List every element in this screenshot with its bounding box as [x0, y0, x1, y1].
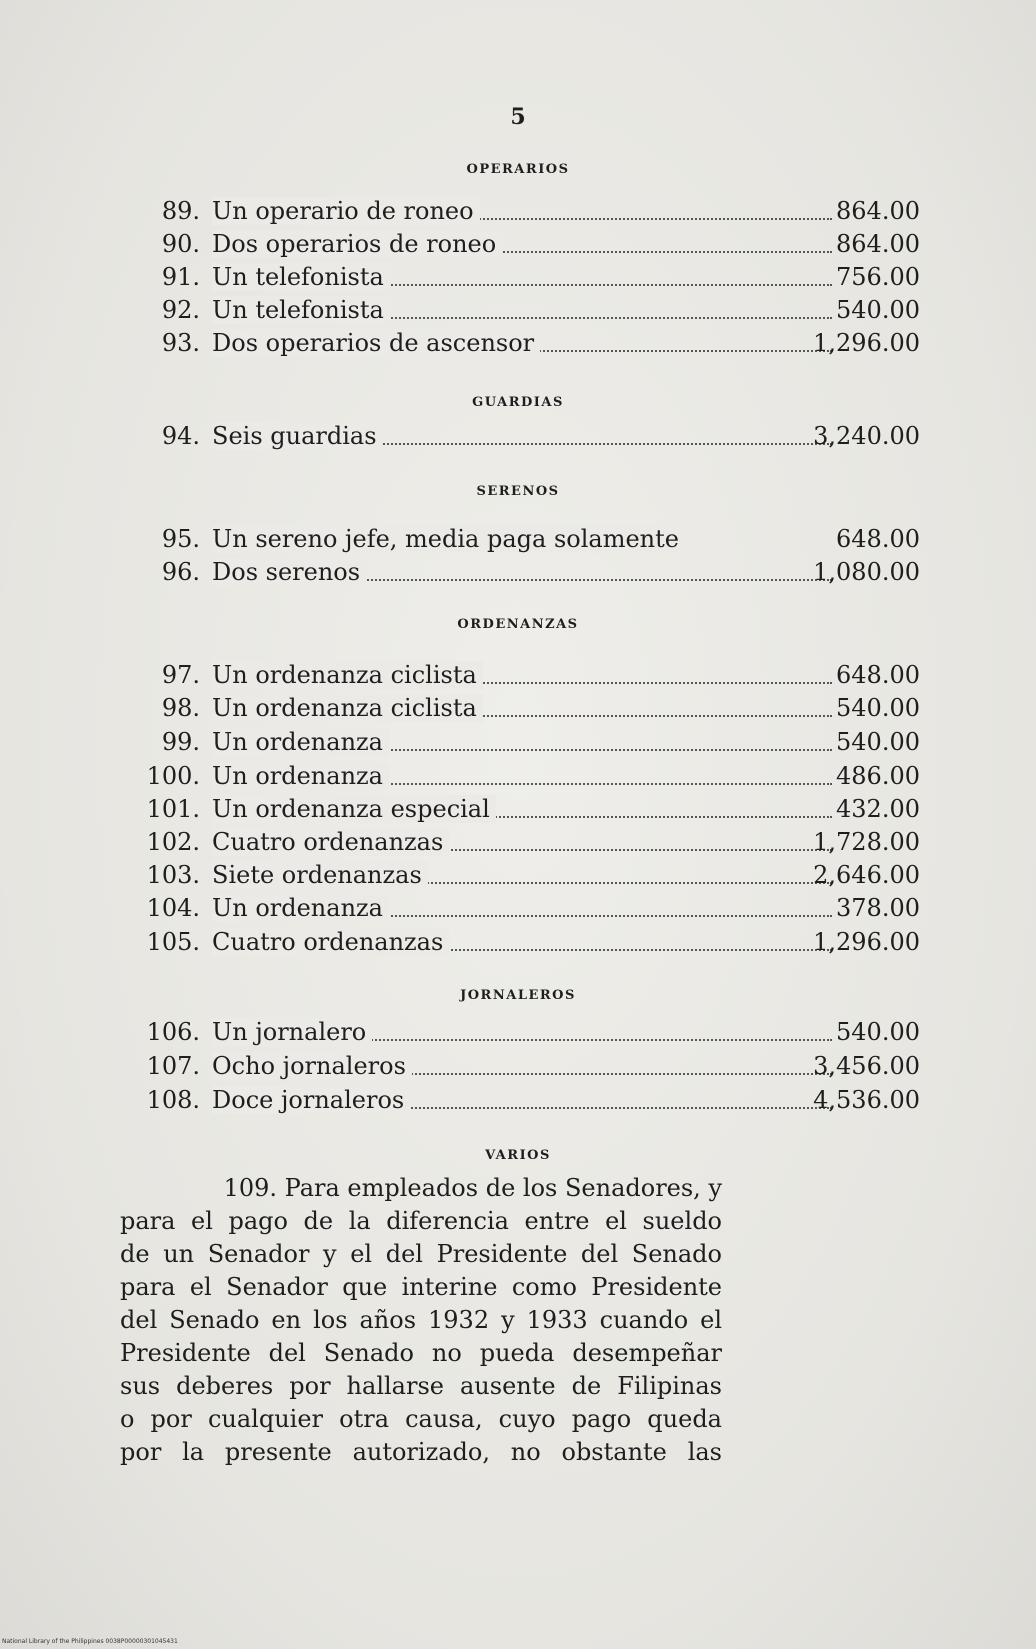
item-amount: 3,240.00: [813, 422, 920, 450]
list-item: [120, 826, 920, 858]
item-number: 100.: [146, 762, 200, 790]
section-heading-varios: VARIOS: [485, 1148, 551, 1163]
section-heading-serenos: SERENOS: [476, 484, 560, 499]
item-amount: 1,296.00: [813, 928, 920, 956]
item-label: Ocho jornaleros: [212, 1052, 412, 1080]
item-number: 98.: [161, 694, 200, 722]
item-number: 101.: [146, 795, 200, 823]
list-item: [120, 228, 920, 260]
item-amount: 540.00: [836, 296, 920, 324]
item-label: Dos operarios de roneo: [212, 230, 502, 258]
item-label: Cuatro ordenanzas: [212, 928, 449, 956]
item-amount: 432.00: [836, 795, 920, 823]
list-item: [120, 692, 920, 724]
item-number: 104.: [146, 894, 200, 922]
list-item: [120, 892, 920, 924]
item-amount: 486.00: [836, 762, 920, 790]
item-number: 108.: [146, 1086, 200, 1114]
paragraph-line: por la presente autorizado, no obstante las: [120, 1438, 722, 1466]
item-number: 93.: [161, 329, 200, 357]
item-amount: 540.00: [836, 694, 920, 722]
list-item: [120, 926, 920, 958]
item-label: Seis guardias: [212, 422, 383, 450]
item-amount: 1,296.00: [813, 329, 920, 357]
list-item: [120, 327, 920, 359]
item-number: 89.: [161, 197, 200, 225]
item-label: Un ordenanza ciclista: [212, 694, 483, 722]
item-label: Un operario de roneo: [212, 197, 480, 225]
item-label: Un ordenanza ciclista: [212, 661, 483, 689]
list-item: [120, 760, 920, 792]
item-number: 102.: [146, 828, 200, 856]
item-amount: 864.00: [836, 230, 920, 258]
item-label: Un ordenanza: [212, 894, 389, 922]
item-label: Un ordenanza: [212, 728, 389, 756]
item-number: 106.: [146, 1018, 200, 1046]
item-label: Cuatro ordenanzas: [212, 828, 449, 856]
item-amount: 2,646.00: [813, 861, 920, 889]
item-number: 96.: [161, 558, 200, 586]
item-label: Un ordenanza especial: [212, 795, 496, 823]
item-number: 91.: [161, 263, 200, 291]
item-amount: 540.00: [836, 728, 920, 756]
item-number: 97.: [161, 661, 200, 689]
list-item: [120, 420, 920, 452]
item-amount: 540.00: [836, 1018, 920, 1046]
list-item: [120, 726, 920, 758]
item-label: Un sereno jefe, media paga solamente: [212, 525, 685, 553]
paragraph-line: de un Senador y el del Presidente del Senado: [120, 1240, 722, 1268]
item-label: Un telefonista: [212, 263, 390, 291]
item-amount: 378.00: [836, 894, 920, 922]
item-label: Dos operarios de ascensor: [212, 329, 540, 357]
list-item: [120, 523, 920, 555]
list-item: [120, 294, 920, 326]
section-heading-operarios: OPERARIOS: [466, 162, 570, 177]
item-number: 94.: [161, 422, 200, 450]
item-number: 90.: [161, 230, 200, 258]
list-item: [120, 1016, 920, 1048]
list-item: [120, 556, 920, 588]
list-item: [120, 261, 920, 293]
body-paragraph: [120, 1172, 722, 1469]
item-amount: 648.00: [836, 525, 920, 553]
section-heading-jornaleros: JORNALEROS: [460, 988, 576, 1003]
item-number: 92.: [161, 296, 200, 324]
item-number: 95.: [161, 525, 200, 553]
item-amount: 648.00: [836, 661, 920, 689]
page-number: 5: [510, 104, 526, 130]
item-label: Un jornalero: [212, 1018, 372, 1046]
list-item: [120, 659, 920, 691]
item-label: Un ordenanza: [212, 762, 389, 790]
paragraph-line: o por cualquier otra causa, cuyo pago queda: [120, 1405, 722, 1433]
section-heading-guardias: GUARDIAS: [472, 395, 564, 410]
item-amount: 864.00: [836, 197, 920, 225]
list-item: [120, 793, 920, 825]
list-item: [120, 1084, 920, 1116]
section-heading-ordenanzas: ORDENANZAS: [457, 617, 579, 632]
paragraph-line: sus deberes por hallarse ausente de Filipinas: [120, 1372, 722, 1400]
item-number: 103.: [146, 861, 200, 889]
item-amount: 1,080.00: [813, 558, 920, 586]
paragraph-line: del Senado en los años 1932 y 1933 cuando el: [120, 1306, 722, 1334]
paragraph-line: Presidente del Senado no pueda desempeñar: [120, 1339, 722, 1367]
archive-footer: National Library of the Philippines 0038P00000301045431: [2, 1638, 178, 1645]
item-number: 99.: [161, 728, 200, 756]
paragraph-line: 109. Para empleados de los Senadores, y: [223, 1174, 722, 1202]
item-amount: 1,728.00: [813, 828, 920, 856]
item-label: Doce jornaleros: [212, 1086, 410, 1114]
item-number: 107.: [146, 1052, 200, 1080]
item-amount: 756.00: [836, 263, 920, 291]
list-item: [120, 859, 920, 891]
item-amount: 4,536.00: [813, 1086, 920, 1114]
item-label: Un telefonista: [212, 296, 390, 324]
paragraph-line: para el Senador que interine como Presidente: [120, 1273, 722, 1301]
item-number: 105.: [146, 928, 200, 956]
item-amount: 3,456.00: [813, 1052, 920, 1080]
list-item: [120, 195, 920, 227]
item-label: Siete ordenanzas: [212, 861, 428, 889]
paragraph-line: para el pago de la diferencia entre el sueldo: [120, 1207, 722, 1235]
item-label: Dos serenos: [212, 558, 366, 586]
list-item: [120, 1050, 920, 1082]
